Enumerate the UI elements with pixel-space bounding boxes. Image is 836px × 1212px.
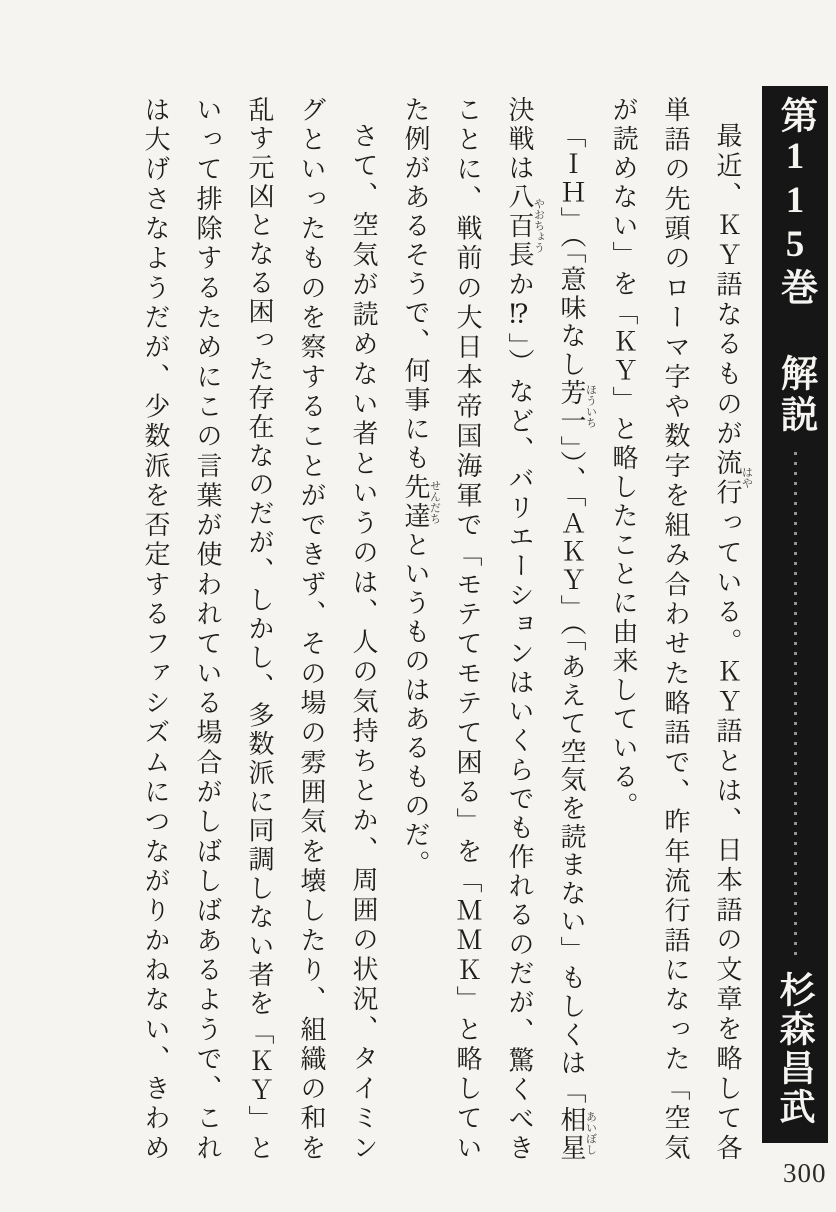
ruby-annotated-word: 先達せんだち — [401, 473, 441, 531]
text-column: た例があるそうで、何事にも先達せんだちというものはあるものだ。 — [401, 96, 441, 879]
chapter-header-bar — [762, 86, 828, 1143]
ruby-annotated-word: 芳一ほういち — [557, 378, 597, 436]
text-column: さて、空気が読めない者というのは、人の気持ちとか、周囲の状況、タイミン — [349, 122, 378, 1160]
text-column: 単語の先頭のローマ字や数字を組み合わせた略語で、昨年流行語になった「空気 — [661, 96, 690, 1160]
ruby-annotated-word: 八百長やおちょう — [505, 183, 545, 271]
author-name: 杉森昌武 — [775, 971, 815, 1127]
text-column: ことに、戦前の大日本帝国海軍で「モテてモテて困る」を「ＭＭＫ」と略してい — [453, 96, 482, 1161]
text-column: 最近、ＫＹ語なるものが流行はやっている。ＫＹ語とは、日本語の文章を略して各 — [713, 122, 753, 1161]
text-column: は大げさなようだが、少数派を否定するファシズムにつながりかねない、きわめ — [141, 96, 170, 1160]
text-column: 乱す元凶となる困った存在なのだが、しかし、多数派に同調しない者を「ＫＹ」と — [245, 96, 274, 1160]
ruby-annotated-word: 流行はや — [713, 449, 753, 509]
text-column: 決戦は八百長やおちょうか⁉」）など、バリエーションはいくらでも作れるのだが、驚くべき — [505, 96, 545, 1160]
section-title: 解説 — [774, 354, 816, 436]
text-column: 「ＩＨ」（「意味なし芳一ほういち」）、「ＡＫＹ」（「あえて空気を読まない」もしくは「相星あいぼし — [557, 122, 597, 1161]
volume-label: 第115巻 — [774, 96, 816, 308]
ruby-annotated-word: 相星あいぼし — [557, 1105, 597, 1161]
body-text — [127, 96, 753, 1160]
text-column: グといったものを察することができず、その場の雰囲気を壊したり、組織の和を — [297, 96, 326, 1160]
dotted-leader — [794, 452, 797, 957]
page-number: 300 — [783, 1158, 827, 1188]
text-column: いって排除するためにこの言葉が使われている場合がしばしばあるようで、これ — [193, 96, 222, 1160]
text-column: が読めない」を「ＫＹ」と略したことに由来している。 — [609, 96, 638, 821]
